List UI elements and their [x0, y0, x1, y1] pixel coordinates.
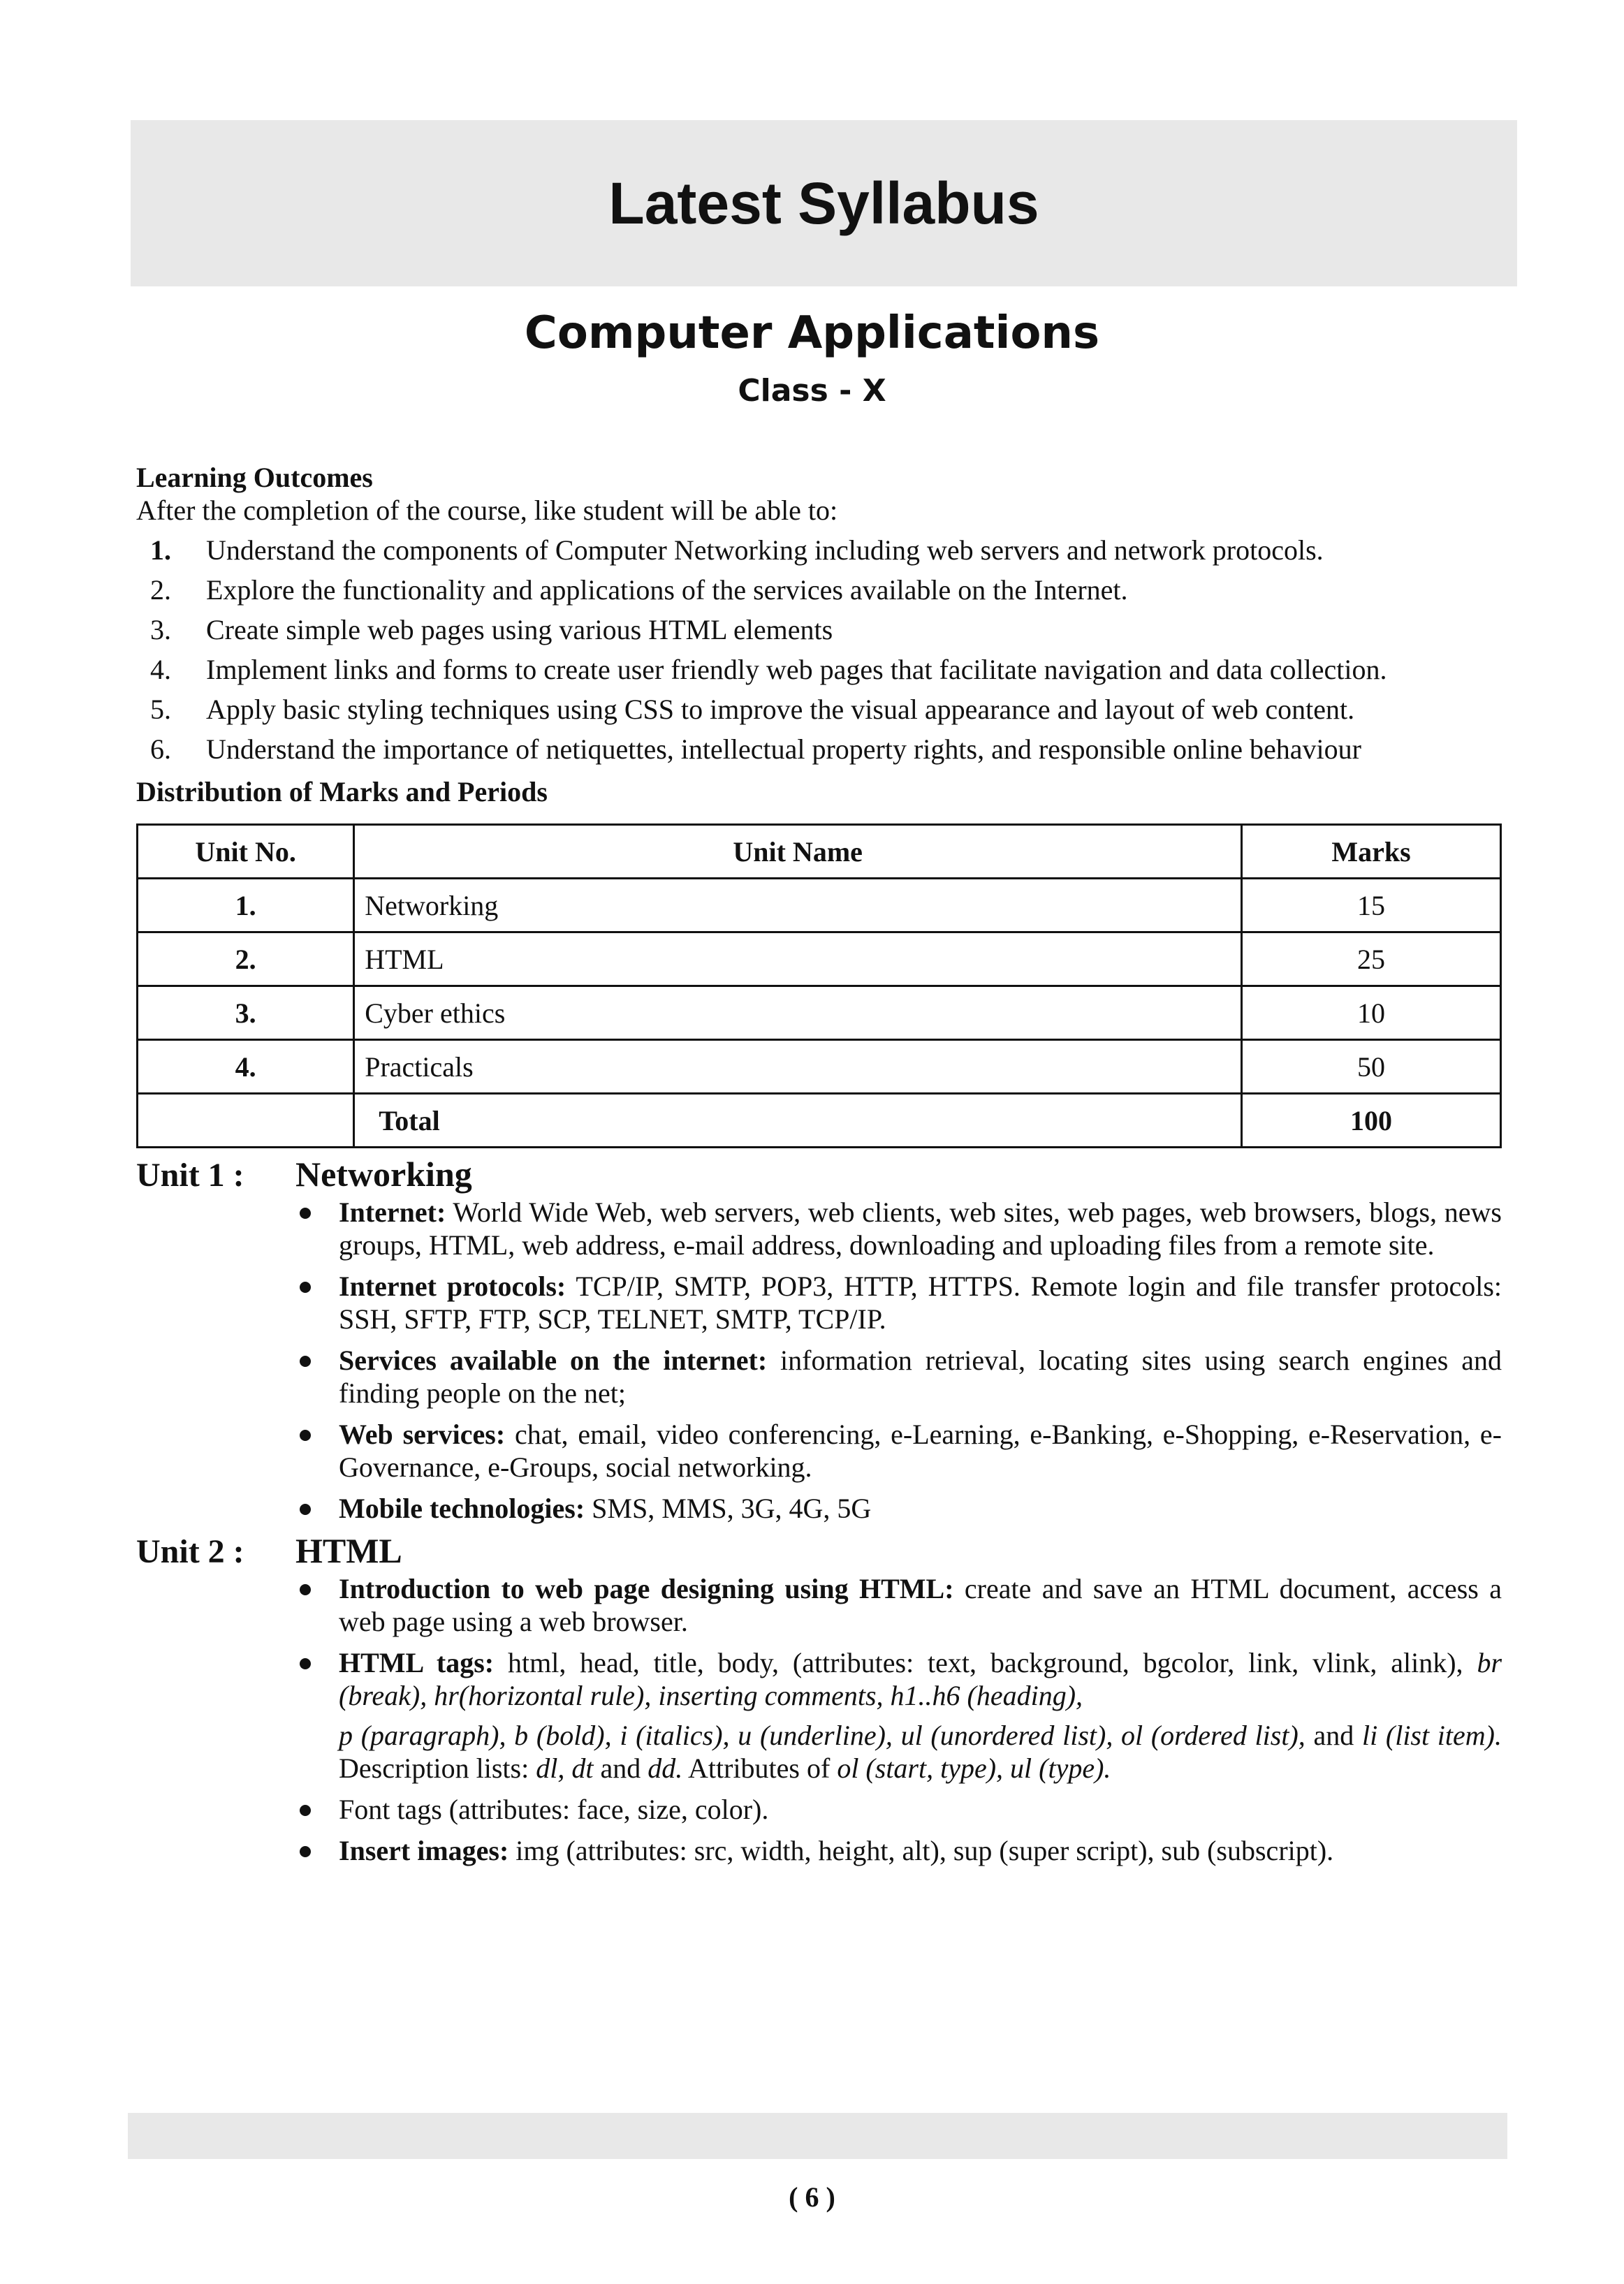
item-number: 3. — [150, 614, 171, 645]
bullet-icon — [300, 1658, 311, 1669]
tags-dl: dl, dt — [536, 1752, 594, 1784]
item-text: Create simple web pages using various HTML elements — [206, 614, 833, 645]
list-item — [136, 573, 1502, 606]
list-item — [295, 1344, 1502, 1410]
page-title: Latest Syllabus — [608, 170, 1039, 236]
topic-term: Web services: — [339, 1419, 506, 1450]
subject-title: Computer Applications — [524, 307, 1100, 359]
unit-2-topics — [136, 1572, 1502, 1867]
bullet-icon — [300, 1282, 311, 1293]
list-item — [295, 1793, 1502, 1826]
unit-name-cell: Cyber ethics — [354, 986, 1242, 1040]
topic-term: Internet protocols: — [339, 1271, 566, 1302]
bullet-icon — [300, 1805, 311, 1816]
unit-number-cell: 3. — [138, 986, 354, 1040]
list-item — [295, 1646, 1502, 1785]
tags-attrs: Attributes of — [682, 1752, 837, 1784]
list-item — [136, 693, 1502, 726]
topic-text: information retrieval, locating sites using search engines and finding people on the net; — [339, 1345, 1502, 1409]
total-marks-cell: 100 — [1242, 1094, 1501, 1148]
table-row — [138, 986, 1501, 1040]
item-text: Understand the components of Computer Networking including web servers and network protocols. — [206, 534, 1324, 566]
learning-outcomes-intro: After the completion of the course, like student will be able to: — [136, 495, 838, 526]
topic-term: Internet: — [339, 1196, 446, 1228]
page-number: ( 6 ) — [789, 2181, 835, 2213]
list-item — [295, 1418, 1502, 1484]
unit-number-cell: 4. — [138, 1040, 354, 1094]
topic-text: create and save an HTML document, access a web page using a web browser. — [339, 1573, 1502, 1637]
marks-cell: 50 — [1242, 1040, 1501, 1094]
topic-text: Font tags (attributes: face, size, color). — [339, 1794, 769, 1825]
item-number: 1. — [150, 534, 171, 566]
list-item — [136, 534, 1502, 566]
unit-1-heading — [136, 1155, 1502, 1194]
learning-outcomes-heading: Learning Outcomes — [136, 462, 373, 493]
item-number: 4. — [150, 654, 171, 685]
marks-table — [136, 823, 1502, 1148]
item-text: Implement links and forms to create user friendly web pages that facilitate navigation and data collection. — [206, 654, 1387, 685]
tags-and-2: and — [593, 1752, 648, 1784]
unit-label: Unit 2 : — [136, 1533, 244, 1570]
class-label: Class - X — [738, 373, 886, 409]
bullet-icon — [300, 1430, 311, 1441]
tags-ol: ol (start, type), ul (type). — [837, 1752, 1111, 1784]
list-item — [295, 1196, 1502, 1261]
bullet-icon — [300, 1356, 311, 1367]
list-item — [295, 1270, 1502, 1335]
bullet-icon — [300, 1208, 311, 1219]
marks-cell: 10 — [1242, 986, 1501, 1040]
topic-term: HTML tags: — [339, 1647, 495, 1678]
topic-text: World Wide Web, web servers, web clients, web sites, web pages, web browsers, blogs, news groups, HTML, web address, e-mail address, downloading and uploading files from a remote site. — [339, 1196, 1502, 1261]
item-number: 5. — [150, 694, 171, 725]
list-item — [136, 613, 1502, 646]
topic-text: SMS, MMS, 3G, 4G, 5G — [585, 1493, 872, 1524]
table-row — [138, 879, 1501, 932]
topic-text: html, head, title, body, (attributes: text, background, bgcolor, link, vlink, alink), — [494, 1647, 1463, 1678]
tags-and: and — [1305, 1720, 1362, 1751]
column-header-unit-name: Unit Name — [354, 825, 1242, 879]
unit-number-cell: 1. — [138, 879, 354, 932]
footer-bar — [128, 2113, 1507, 2159]
item-text: Explore the functionality and applications of the services available on the Internet. — [206, 574, 1128, 606]
bullet-icon — [300, 1504, 311, 1515]
item-number: 6. — [150, 733, 171, 765]
column-header-marks: Marks — [1242, 825, 1501, 879]
syllabus-content — [136, 461, 1502, 1875]
unit-2-heading — [136, 1531, 1502, 1570]
list-item — [295, 1572, 1502, 1638]
unit-1-topics — [136, 1196, 1502, 1525]
item-text: Apply basic styling techniques using CSS to improve the visual appearance and layout of web content. — [206, 694, 1355, 725]
topic-term: Introduction to web page designing using HTML: — [339, 1573, 954, 1604]
tags-dd: dd. — [648, 1752, 683, 1784]
list-item — [295, 1492, 1502, 1525]
title-banner — [131, 120, 1517, 286]
table-row — [138, 932, 1501, 986]
tags-desc: Description lists: — [339, 1752, 536, 1784]
unit-title: Networking — [295, 1155, 472, 1194]
empty-cell — [138, 1094, 354, 1148]
learning-outcomes-list — [136, 534, 1502, 766]
marks-cell: 25 — [1242, 932, 1501, 986]
unit-name-cell: Practicals — [354, 1040, 1242, 1094]
bullet-icon — [300, 1584, 311, 1595]
unit-number-cell: 2. — [138, 932, 354, 986]
table-total-row — [138, 1094, 1501, 1148]
item-text: Understand the importance of netiquettes, intellectual property rights, and responsible online behaviour — [206, 733, 1361, 765]
topic-text: TCP/IP, SMTP, POP3, HTTP, HTTPS. Remote login and file transfer protocols: SSH, SFTP, FTP, SCP, TELNET, SMTP, TCP/IP. — [339, 1271, 1502, 1335]
column-header-unit-no: Unit No. — [138, 825, 354, 879]
marks-cell: 15 — [1242, 879, 1501, 932]
table-header-row — [138, 825, 1501, 879]
unit-title: HTML — [295, 1531, 402, 1570]
total-label-cell: Total — [354, 1094, 1242, 1148]
item-number: 2. — [150, 574, 171, 606]
distribution-heading: Distribution of Marks and Periods — [136, 776, 548, 807]
tags-italic-line-2: p (paragraph), b (bold), i (italics), u (underline), ul (unordered list), ol (ordered list), — [339, 1720, 1305, 1751]
topic-text: img (attributes: src, width, height, alt), sup (super script), sub (subscript). — [509, 1835, 1334, 1866]
unit-label: Unit 1 : — [136, 1157, 244, 1194]
topic-term: Insert images: — [339, 1835, 509, 1866]
list-item — [136, 733, 1502, 766]
topic-term: Mobile technologies: — [339, 1493, 585, 1524]
list-item — [295, 1834, 1502, 1867]
topic-text: chat, email, video conferencing, e-Learning, e-Banking, e-Shopping, e-Reservation, e-Governance, e-Groups, social networking. — [339, 1419, 1502, 1483]
list-item — [136, 653, 1502, 686]
unit-name-cell: Networking — [354, 879, 1242, 932]
unit-name-cell: HTML — [354, 932, 1242, 986]
tags-italic-line-1: br (break), hr(horizontal rule), inserting comments, h1..h6 (heading), — [339, 1647, 1502, 1711]
tags-li: li (list item). — [1361, 1720, 1502, 1751]
topic-term: Services available on the internet: — [339, 1345, 768, 1376]
table-row — [138, 1040, 1501, 1094]
bullet-icon — [300, 1846, 311, 1857]
